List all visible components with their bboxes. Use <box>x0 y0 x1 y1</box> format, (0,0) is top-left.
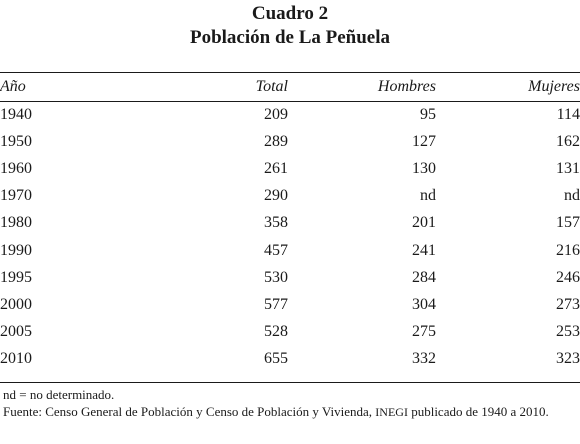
cell-total: 457 <box>264 241 288 259</box>
header-row <box>0 73 580 101</box>
cell-hombres: 304 <box>412 295 436 313</box>
table-row <box>0 264 580 291</box>
cell-mujeres: 216 <box>556 241 580 259</box>
source-text-start: Fuente: Censo General de Población y Censo de Población y Vivienda, <box>3 404 376 419</box>
table-row <box>0 291 580 318</box>
header-mujeres: Mujeres <box>528 78 580 95</box>
cell-hombres: 130 <box>412 159 436 177</box>
cell-year: 1970 <box>0 187 32 205</box>
table-row <box>0 237 580 264</box>
cell-total: 261 <box>264 159 288 177</box>
cell-year: 1980 <box>0 214 32 232</box>
cell-total: 358 <box>264 214 288 232</box>
cell-year: 2005 <box>0 323 32 341</box>
cell-total: 289 <box>264 132 288 150</box>
note-source <box>3 403 577 421</box>
cell-total: 577 <box>264 295 288 313</box>
source-org: INEGI <box>375 405 408 419</box>
cell-year: 1950 <box>0 132 32 150</box>
table-row <box>0 210 580 237</box>
cell-hombres: 127 <box>412 132 436 150</box>
table-row <box>0 101 580 128</box>
cell-hombres: nd <box>420 187 436 205</box>
cell-year: 1940 <box>0 105 32 123</box>
cell-mujeres: nd <box>564 187 580 205</box>
table-row <box>0 128 580 155</box>
bottom-rule <box>0 382 580 383</box>
note-nd: nd = no determinado. <box>3 387 115 402</box>
table-row <box>0 319 580 346</box>
table-row <box>0 346 580 373</box>
cell-year: 1995 <box>0 268 32 286</box>
cell-mujeres: 253 <box>556 323 580 341</box>
cell-total: 530 <box>264 268 288 286</box>
table-row <box>0 155 580 182</box>
cell-mujeres: 157 <box>556 214 580 232</box>
cell-total: 655 <box>264 350 288 368</box>
cell-year: 1960 <box>0 159 32 177</box>
cell-hombres: 284 <box>412 268 436 286</box>
cell-hombres: 332 <box>412 350 436 368</box>
header-hombres: Hombres <box>377 78 436 95</box>
cell-hombres: 95 <box>420 105 436 123</box>
cell-hombres: 241 <box>412 241 436 259</box>
cell-year: 1990 <box>0 241 32 259</box>
cell-year: 2010 <box>0 350 32 368</box>
cell-total: 528 <box>264 323 288 341</box>
cell-total: 290 <box>264 187 288 205</box>
cell-mujeres: 323 <box>556 350 580 368</box>
source-text-end: publicado de 1940 a 2010. <box>407 404 549 419</box>
table-number: Cuadro 2 <box>251 3 329 24</box>
cell-hombres: 201 <box>412 214 436 232</box>
cell-mujeres: 246 <box>556 268 580 286</box>
cell-year: 2000 <box>0 295 32 313</box>
cell-mujeres: 131 <box>556 159 580 177</box>
cell-mujeres: 273 <box>556 295 580 313</box>
table-notes <box>3 386 577 421</box>
cell-total: 209 <box>264 105 288 123</box>
population-table <box>0 73 580 373</box>
header-total: Total <box>255 78 288 95</box>
table-title <box>0 2 580 50</box>
table-caption: Población de La Peñuela <box>189 27 391 48</box>
cell-mujeres: 114 <box>556 105 580 123</box>
cell-mujeres: 162 <box>556 132 580 150</box>
header-year: Año <box>0 78 26 95</box>
table-row <box>0 183 580 210</box>
table-body <box>0 101 580 373</box>
cell-hombres: 275 <box>412 323 436 341</box>
